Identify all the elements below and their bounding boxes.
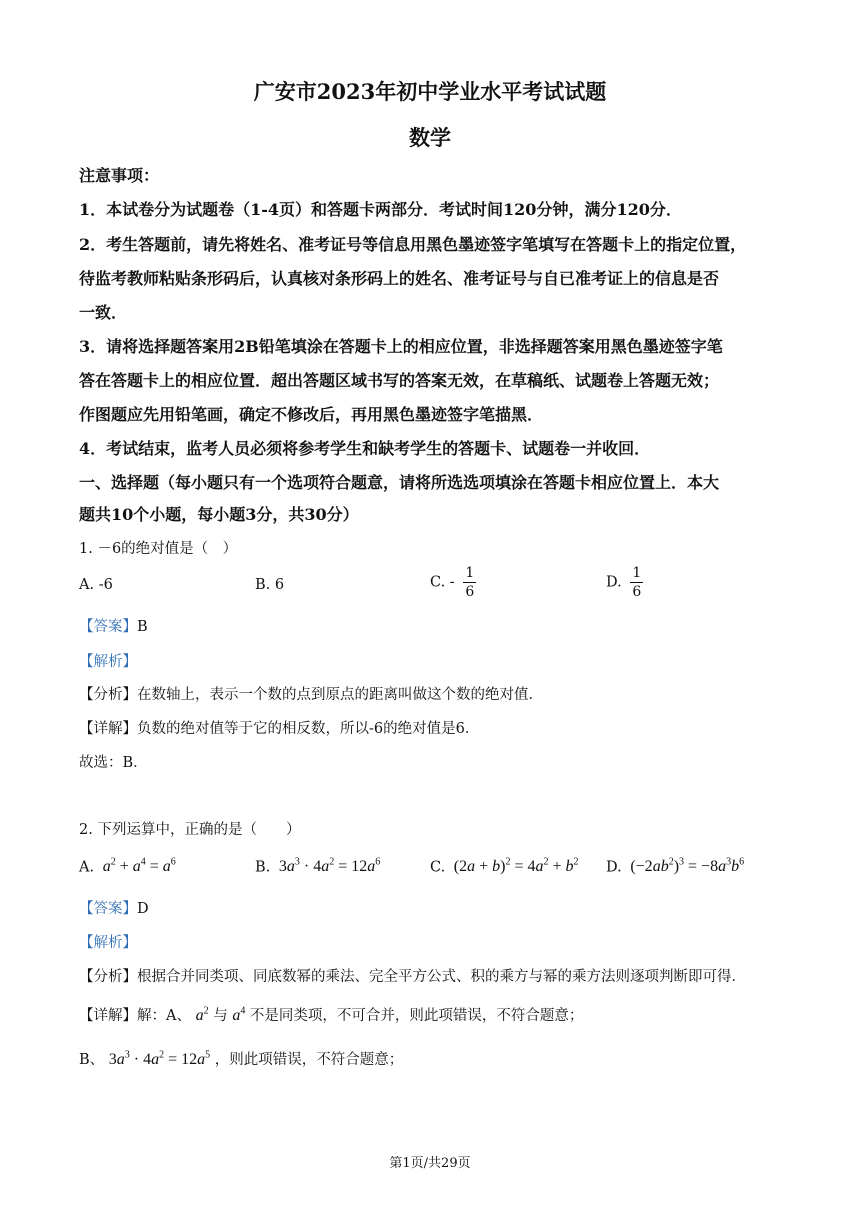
notice-line-4: 一致． xyxy=(79,303,128,322)
notice-line-3: 待监考教师粘贴条形码后，认真核对条形码上的姓名、准考证号与自已准考证上的信息是否 xyxy=(79,269,720,288)
q2-detail-term-1: $a^2$ xyxy=(195,1005,209,1024)
q1-choose: 故选：B． xyxy=(79,755,148,771)
q1-detail-tag: 【详解】 xyxy=(79,721,137,737)
subject-title: 数学 xyxy=(409,125,451,150)
q2-answer-value: D xyxy=(137,901,149,917)
notice-line-8: 4．考试结束，监考人员必须将参考学生和缺考学生的答题卡、试题卷一并收回． xyxy=(79,439,651,458)
q2-fenxi-text: 根据合并同类项、同底数幂的乘法、完全平方公式、积的乘方与幂的乘方法则逐项判断即可得． xyxy=(137,969,746,985)
q2-fenxi-tag: 【分析】 xyxy=(79,969,137,985)
section-heading-line-1: 一、选择题（每小题只有一个选项符合题意，请将所选选项填涂在答题卡相应位置上．本大 xyxy=(79,473,720,492)
q1-option-d-label: D. xyxy=(606,574,622,591)
q1-option-d-numerator: 1 xyxy=(632,565,642,581)
notice-line-1: 1．本试卷分为试题卷（1-4页）和答题卡两部分．考试时间120分钟，满分120分． xyxy=(79,200,682,219)
q1-option-d-denominator: 6 xyxy=(632,584,642,600)
q2-detail-mid: 与 xyxy=(213,1008,228,1024)
q1-option-a: A. -6 xyxy=(79,577,113,593)
q2-option-a-formula: $a^2 + a^4 = a^6$ xyxy=(98,857,176,876)
q2-option-d-label: D. xyxy=(606,859,622,876)
q2-detail-term-2: $a^4$ xyxy=(232,1005,246,1024)
q1-stem: 1. －6的绝对值是（ ） xyxy=(79,541,238,557)
q2-detail-pre: 解：A、 xyxy=(137,1008,191,1024)
notice-line-2: 2．考生答题前，请先将姓名、准考证号等信息用黑色墨迹签字笔填写在答题卡上的指定位置， xyxy=(79,235,747,254)
notice-line-5: 3．请将选择题答案用2B铅笔填涂在答题卡上的相应位置，非选择题答案用黑色墨迹签字笔 xyxy=(79,337,723,356)
q1-fenxi xyxy=(79,683,543,704)
q2-line-b-label: B、 xyxy=(79,1052,105,1068)
q2-option-c-label: C. xyxy=(430,859,446,876)
q1-detail-text: 负数的绝对值等于它的相反数，所以-6的绝对值是6． xyxy=(137,721,480,737)
section-heading-line-2: 题共10个小题，每小题3分，共30分） xyxy=(79,505,359,524)
q2-detail-tag: 【详解】 xyxy=(79,1008,137,1024)
q1-option-c xyxy=(430,564,476,601)
notice-line-7: 作图题应先用铅笔画，确定不修改后，再用黑色墨迹签字笔描黑． xyxy=(79,405,544,424)
q1-analysis-tag: 【解析】 xyxy=(79,654,137,670)
q1-option-b: B. 6 xyxy=(255,577,285,593)
page-footer: 第1页/共29页 xyxy=(389,1156,471,1171)
q1-answer-value: B xyxy=(137,619,148,635)
q1-fenxi-tag: 【分析】 xyxy=(79,687,137,703)
q1-fenxi-text: 在数轴上，表示一个数的点到原点的距离叫做这个数的绝对值． xyxy=(137,687,543,703)
q2-option-a xyxy=(79,857,176,876)
q2-line-b xyxy=(79,1048,403,1069)
q1-option-c-numerator: 1 xyxy=(465,565,475,581)
q2-analysis-tag: 【解析】 xyxy=(79,935,137,951)
q1-option-c-label: C. - xyxy=(430,574,455,591)
q1-answer xyxy=(79,615,148,636)
q2-stem: 2. 下列运算中，正确的是（ ） xyxy=(79,822,301,838)
q1-answer-tag: 【答案】 xyxy=(79,619,137,635)
q2-option-b-formula: $3a^3 \cdot 4a^2 = 12a^6$ xyxy=(278,857,381,876)
q2-answer xyxy=(79,897,149,918)
q1-option-c-denominator: 6 xyxy=(465,584,475,600)
q2-line-b-formula: $3a^3 \cdot 4a^2 = 12a^5$ xyxy=(108,1049,211,1068)
q2-line-b-post: ，则此项错误，不符合题意； xyxy=(214,1052,404,1068)
q2-option-b-label: B. xyxy=(255,859,271,876)
q2-option-b xyxy=(255,857,380,876)
q2-option-a-label: A. xyxy=(79,859,95,876)
q2-option-c-formula: $(2a + b)^2 = 4a^2 + b^2$ xyxy=(453,857,579,876)
q1-option-d xyxy=(606,564,643,601)
page-title: 广安市2023年初中学业水平考试试题 xyxy=(253,79,607,104)
q2-detail-post: 不是同类项，不可合并，则此项错误，不符合题意； xyxy=(249,1008,584,1024)
q2-option-d xyxy=(606,857,744,876)
q2-detail xyxy=(79,1004,583,1025)
notice-line-6: 答在答题卡上的相应位置．超出答题区域书写的答案无效，在草稿纸、试题卷上答题无效； xyxy=(79,371,720,390)
q2-option-c xyxy=(430,857,579,876)
notice-heading: 注意事项： xyxy=(79,166,160,185)
q1-option-c-fraction xyxy=(463,564,476,601)
q2-option-d-formula: $(-2ab^2)^3 = -8a^3b^6$ xyxy=(630,857,745,876)
q1-detail xyxy=(79,717,479,738)
q1-option-d-fraction xyxy=(630,564,643,601)
q2-answer-tag: 【答案】 xyxy=(79,901,137,917)
q2-fenxi xyxy=(79,965,746,986)
